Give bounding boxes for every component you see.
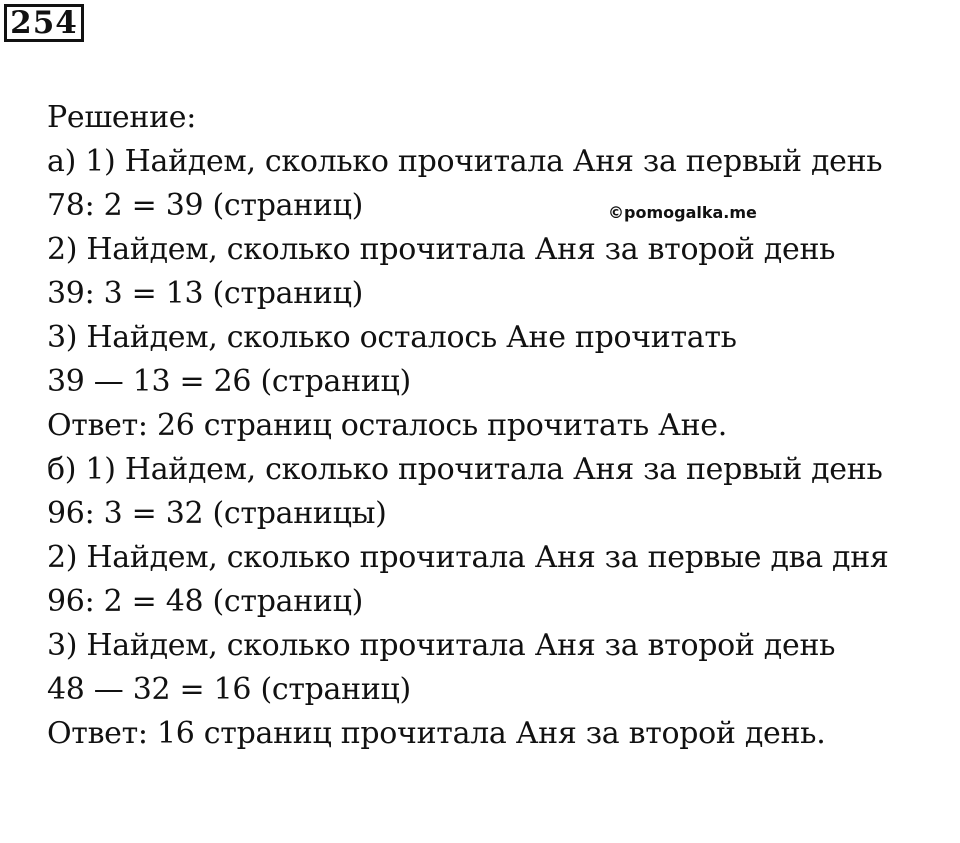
part-b-step-1: б) 1) Найдем, сколько прочитала Аня за первый день — [47, 452, 883, 487]
part-a-calc-1: 78: 2 = 39 (страниц) — [47, 188, 364, 223]
solution-text — [47, 96, 959, 756]
part-b-step-3: 3) Найдем, сколько прочитала Аня за второй день — [47, 628, 836, 663]
part-a-step-3: 3) Найдем, сколько осталось Ане прочитать — [47, 320, 737, 355]
part-a-calc-2: 39: 3 = 13 (страниц) — [47, 276, 364, 311]
watermark: ©pomogalka.me — [608, 203, 757, 222]
problem-number-box: 254 — [4, 4, 84, 42]
part-b-answer: Ответ: 16 страниц прочитала Аня за второй день. — [47, 716, 826, 751]
part-b-step-2: 2) Найдем, сколько прочитала Аня за первые два дня — [47, 540, 889, 575]
part-b-calc-2: 96: 2 = 48 (страниц) — [47, 584, 364, 619]
part-a-answer: Ответ: 26 страниц осталось прочитать Ане. — [47, 408, 727, 443]
part-b-calc-3: 48 — 32 = 16 (страниц) — [47, 672, 411, 707]
part-a-calc-3: 39 — 13 = 26 (страниц) — [47, 364, 411, 399]
part-a-step-1: а) 1) Найдем, сколько прочитала Аня за первый день — [47, 144, 883, 179]
part-b-calc-1: 96: 3 = 32 (страницы) — [47, 496, 387, 531]
part-a-step-2: 2) Найдем, сколько прочитала Аня за второй день — [47, 232, 836, 267]
solution-heading: Решение: — [47, 100, 197, 135]
